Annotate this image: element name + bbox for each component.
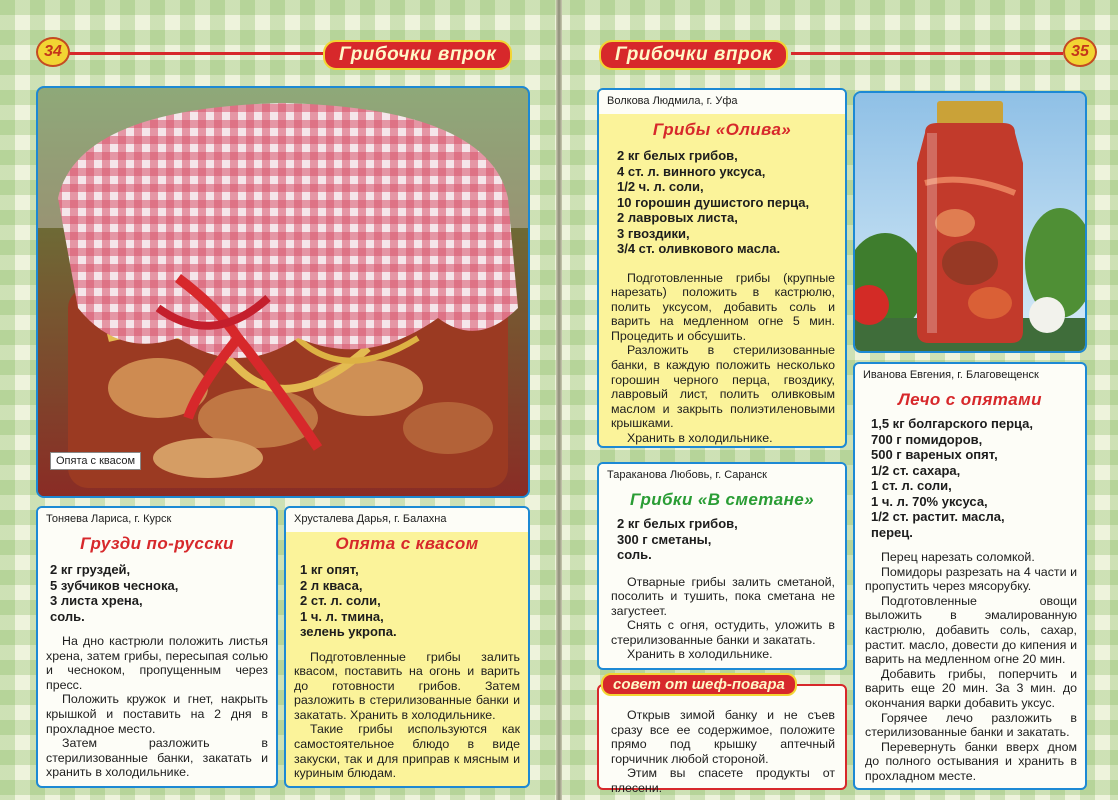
instruction-paragraph: Затем разложить в стерилизованные банки, закатать и хранить в холодильнике. xyxy=(46,736,268,780)
recipe-title: Лечо с опятами xyxy=(898,390,1042,409)
ingredient: 5 зубчиков чеснока, xyxy=(50,577,179,593)
tip-paragraph: Открыв зимой банку и не съев сразу все ее содержимое, положите прямо под крышку аптечный горчичник любой стороной. xyxy=(611,708,835,766)
ingredient: зелень укропа. xyxy=(300,624,397,639)
ingredient: 3/4 ст. оливкового масла. xyxy=(617,241,781,256)
lecho-jar-illustration xyxy=(855,93,1085,351)
jar-illustration xyxy=(38,88,528,496)
ingredient: 2 ст. л. соли, xyxy=(300,593,381,608)
instruction-paragraph: Добавить грибы, поперчить и варить еще 20 мин. За 3 мин. до окончания варки добавить уксус. xyxy=(865,666,1077,710)
header-rule xyxy=(40,52,330,55)
ingredient-list xyxy=(617,148,837,257)
recipe-card-lecho xyxy=(853,362,1087,790)
ingredient: 1 кг опят, xyxy=(300,562,359,577)
instruction-paragraph: Хранить в холодильнике. xyxy=(627,431,773,446)
ingredient: соль. xyxy=(617,547,652,562)
recipe-instructions xyxy=(46,634,268,780)
ingredient-list xyxy=(300,562,518,640)
chef-tip-title: совет от шеф-повара xyxy=(601,673,797,696)
instruction-paragraph: Разложить в стерилизованные банки, в каждую положить несколько горошин черного перца, гвоздику, лавровый лист, полить оливковым маслом и закрыть полиэтиленовыми крышками. xyxy=(611,343,835,431)
section-title-left: Грибочки впрок xyxy=(323,40,512,70)
ingredient: соль. xyxy=(50,608,85,624)
ingredient: перец. xyxy=(871,524,913,540)
ingredient: 1 ст. л. соли, xyxy=(871,478,952,493)
ingredient: 1/2 ст. сахара, xyxy=(871,462,961,478)
page-number-right: 35 xyxy=(1063,37,1097,67)
ingredient: 4 ст. л. винного уксуса, xyxy=(617,163,766,179)
instruction-paragraph: Подготовленные овощи выложить в эмалированную кастрюлю, добавить соль, сахар, растит. масло, довести до кипения и варить на медленном огне 20 мин. xyxy=(865,593,1077,667)
ingredient: 2 л кваса, xyxy=(300,577,363,593)
photo-lecho-jar xyxy=(853,91,1087,353)
tip-text xyxy=(611,708,835,796)
ingredient: 3 гвоздики, xyxy=(617,225,690,241)
recipe-title: Грибы «Олива» xyxy=(652,120,792,139)
ingredient: 10 горошин душистого перца, xyxy=(617,194,810,210)
ingredient: 2 кг белых грибов, xyxy=(617,148,738,163)
ingredient: 2 кг белых грибов, xyxy=(617,516,738,531)
recipe-card-gribki-v-smetane xyxy=(597,462,847,670)
recipe-author: Тоняева Лариса, г. Курск xyxy=(38,508,276,532)
instruction-paragraph: Перец нарезать соломкой. xyxy=(881,550,1035,564)
ingredient: 300 г сметаны, xyxy=(617,531,712,547)
recipe-author: Волкова Людмила, г. Уфа xyxy=(599,90,845,114)
section-title-right: Грибочки впрок xyxy=(599,40,788,70)
ingredient-list xyxy=(50,562,266,624)
photo-jar-opyata xyxy=(36,86,530,498)
instruction-paragraph: Перевернуть банки вверх дном до полного остывания и хранить в прохладном месте. xyxy=(865,739,1077,783)
instruction-paragraph: Снять с огня, остудить, уложить в стерилизованные банки и закатать. xyxy=(611,618,835,647)
instruction-paragraph: Помидоры разрезать на 4 части и пропустить через мясорубку. xyxy=(865,564,1077,594)
instruction-paragraph: Подготовленные грибы (крупные нарезать) положить в кастрюлю, полить уксусом, добавить соль и варить на медленном огне 5 мин. Процедить и обсушить. xyxy=(611,270,835,343)
ingredient: 1/2 ст. растит. масла, xyxy=(871,509,1005,524)
ingredient: 3 листа хрена, xyxy=(50,593,143,608)
tip-paragraph: Этим вы спасете продукты от плесени. xyxy=(611,766,835,795)
chef-tip-card xyxy=(597,684,847,795)
header-rule xyxy=(791,52,1063,55)
ingredient: 1/2 ч. л. соли, xyxy=(617,179,704,194)
instruction-paragraph: Подготовленные грибы залить квасом, поставить на огонь и варить до готовности грибов. Затем разложить в стерилизованные банки и закатать. Хранить в холодильнике. xyxy=(294,649,520,722)
ingredient-list xyxy=(617,516,837,563)
instruction-paragraph: На дно кастрюли положить листья хрена, затем грибы, пересыпая солью и чесноком, пропущенным через пресс. xyxy=(46,634,268,692)
ingredient: 1,5 кг болгарского перца, xyxy=(871,416,1034,431)
recipe-title: Грузди по-русски xyxy=(80,534,234,553)
instruction-paragraph: Положить кружок и гнет, накрыть крышкой и поставить на 2 дня в прохладное место. xyxy=(46,692,268,736)
instruction-paragraph: Отварные грибы залить сметаной, посолить и тушить, пока сметана не загустеет. xyxy=(611,574,835,618)
recipe-author: Тараканова Любовь, г. Саранск xyxy=(599,464,845,488)
right-page xyxy=(561,0,1118,800)
recipe-author: Хрусталева Дарья, г. Балахна xyxy=(286,508,528,532)
page-number-left: 34 xyxy=(36,37,70,67)
recipe-instructions xyxy=(865,550,1077,784)
recipe-card-gruzdi xyxy=(36,506,278,788)
ingredient: 1 ч. л. тмина, xyxy=(300,608,384,624)
ingredient-list xyxy=(871,416,1077,540)
instruction-paragraph: Хранить в холодильнике. xyxy=(627,647,773,662)
ingredient: 1 ч. л. 70% уксуса, xyxy=(871,493,988,509)
recipe-title: Грибки «В сметане» xyxy=(630,490,814,509)
recipe-title: Опята с квасом xyxy=(335,534,479,553)
ingredient: 2 кг груздей, xyxy=(50,562,131,577)
recipe-card-griby-oliva xyxy=(597,88,847,448)
ingredient: 500 г вареных опят, xyxy=(871,447,998,462)
left-page xyxy=(0,0,557,800)
recipe-card-opyata-s-kvasom xyxy=(284,506,530,788)
recipe-instructions xyxy=(611,575,835,663)
ingredient: 700 г помидоров, xyxy=(871,431,983,447)
recipe-instructions xyxy=(611,271,835,446)
recipe-author: Иванова Евгения, г. Благовещенск xyxy=(863,369,1039,381)
instruction-paragraph: Горячее лечо разложить в стерилизованные банки и закатать. xyxy=(865,710,1077,740)
photo-caption: Опята с квасом xyxy=(50,452,141,470)
instruction-paragraph: Такие грибы используются как самостоятельное блюдо в виде закуски, так и для приправ к мясным и куриным блюдам. xyxy=(294,722,520,781)
recipe-instructions xyxy=(294,650,520,781)
ingredient: 2 лавровых листа, xyxy=(617,210,738,225)
